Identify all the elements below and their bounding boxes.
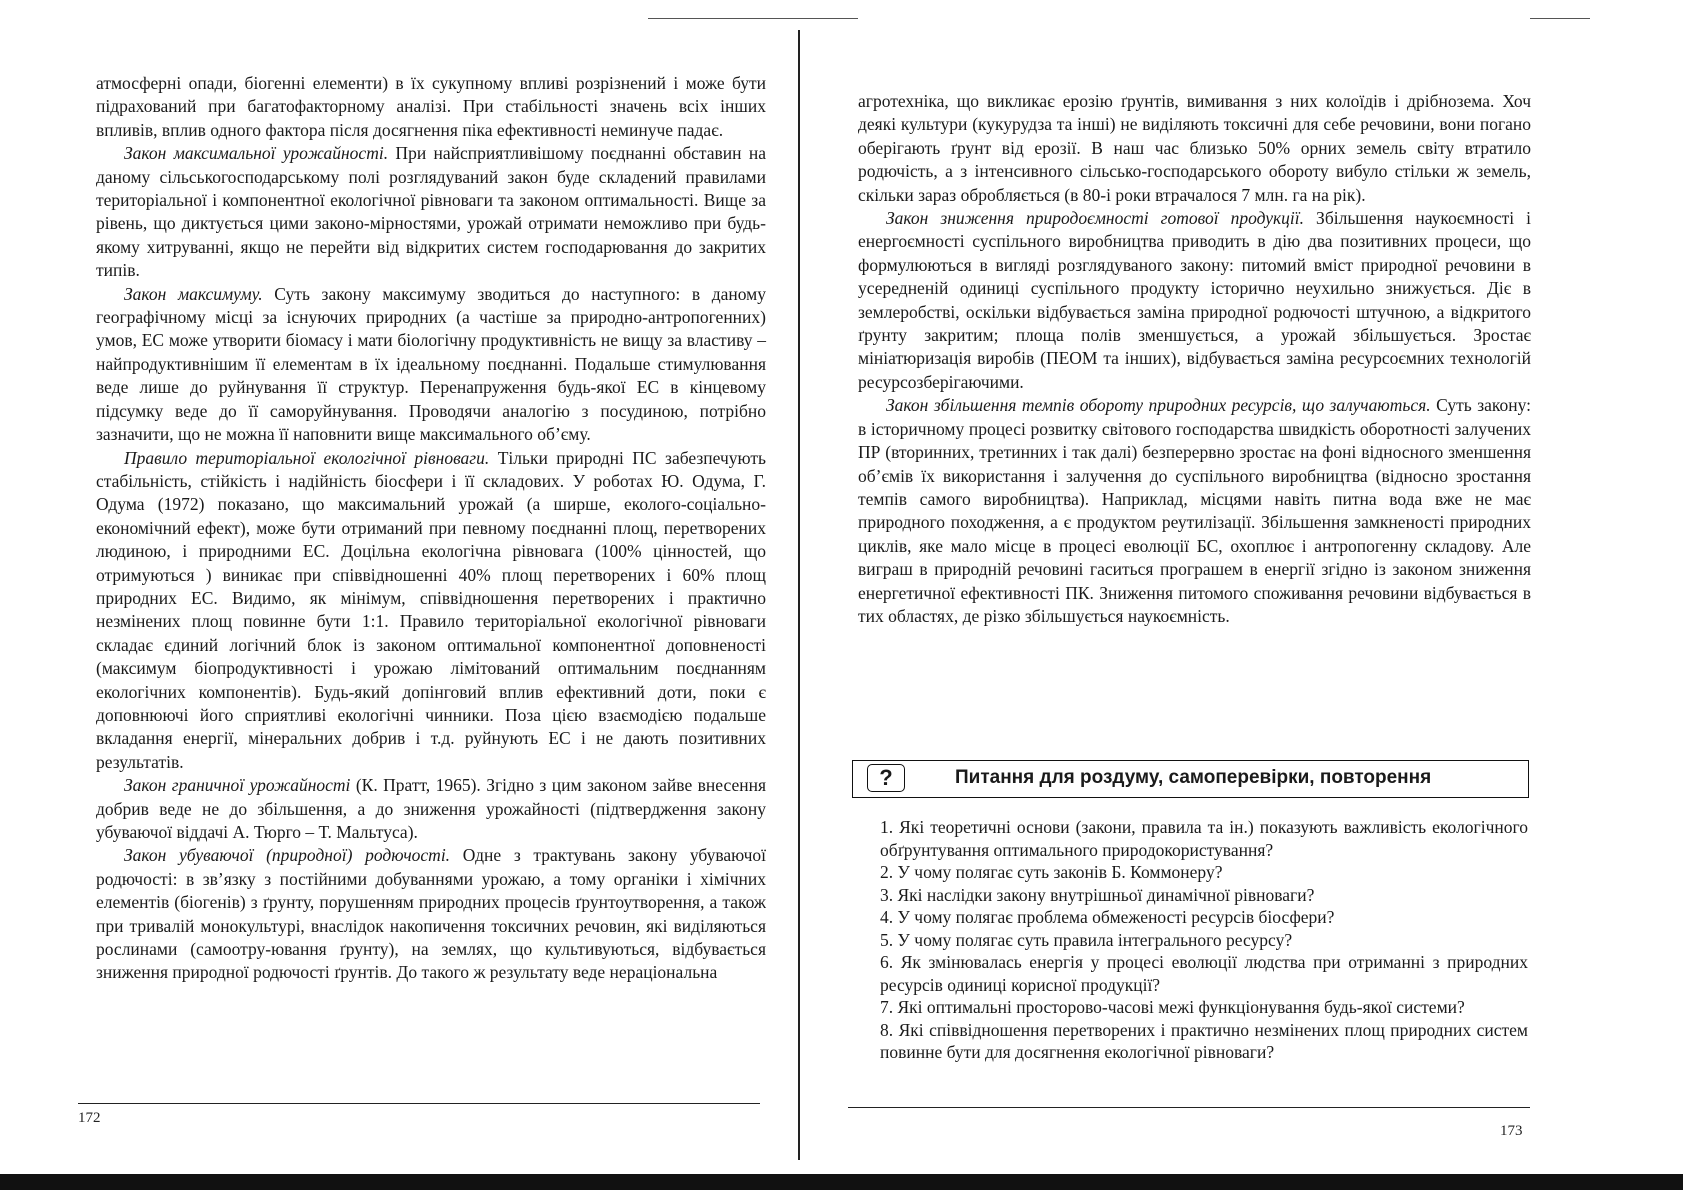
paragraph-text: Тільки природні ПС забезпечують стабільність, стійкість і надійність біосфери і її складових. У роботах Ю. Одума, Г. Одума (1972) показано, що максимальний урожай (а ширше, еколого-соціально-економічний ефект), може бути отриманий при певному поєднанні площ, перетворених людиною, і природними ЕС. Доцільна екологічна рівновага (100% цінностей, що отримуються ) виникає при співвідношенні 40% площ перетворених і 60% площ природних ЕС. Видимо, як мінімум, співвідношення перетворених і практично незмінених площ повинне бути 1:1. Правило територіальної екологічної рівноваги складає єдиний логічний блок із законом оптимальної компонентної доповненості (максимум біопродуктивності і урожаю лімітований оптимальним поєднанням екологічних компонентів). Будь-який допінговий вплив ефективний доти, поки є доповнюючі його сприятливі екологічні чинники. Поза цією взаємодією подальше вкладання енергії, мінеральних добрив і т.д. руйнують ЕС і не дають позитивних результатів. <box>96 447 766 772</box>
law-title: Закон максимуму. <box>124 283 263 304</box>
question-item: 3. Які наслідки закону внутрішньої динамічної рівноваги? <box>880 884 1315 905</box>
scan-mark <box>1530 18 1590 19</box>
questions-list <box>880 816 1528 1064</box>
law-title: Закон граничної урожайності <box>124 775 351 796</box>
paragraph-text: агротехніка, що викликає ерозію ґрунтів, вимивання з них колоїдів і дрібнозема. Хоч деякі культури (кукурудза та інші) не виділяють токсичні для себе речовини, вони погано оберігають ґрунт від ерозії. В наш час близько 50% орних земель світу втратило родючість, а з інтенсивного сільсько-господарського обороту вибуло стільки ж земель, скільки зараз обробляється (в 80-і роки втрачалося 7 млн. га на рік). <box>858 91 1531 205</box>
question-item: 4. У чому полягає проблема обмеженості ресурсів біосфери? <box>880 907 1335 927</box>
law-title: Закон збільшення темпів обороту природних ресурсів, що залучаються. <box>886 395 1431 416</box>
page-gutter <box>798 30 800 1160</box>
right-page <box>858 90 1531 628</box>
footer-rule <box>848 1107 1530 1108</box>
paragraph-text: Суть закону: в історичному процесі розвитку світового господарства швидкість оборотності залучених ПР (вторинних, третинних і так далі) безперервно зростає на фоні відносного зменшення об’ємів їх використання і залучення до суспільного виробництва (відносно зростання темпів самого виробництва). Наприклад, місцями навіть питна вода вже не має природного походження, а є продуктом реутилізації. Збільшення замкненості природних циклів, яке мало місце в процесі еволюції БС, охоплює і антропогенну складову. Але виграш в природній речовині гаситься програшем в енергії згідно із законом зниження енергетичної ефективності ПК. Зниження питомого споживання речовини відбувається в тих областях, де різко збільшується наукоємність. <box>858 395 1532 626</box>
left-paragraph-5 <box>96 774 766 844</box>
left-paragraph-1 <box>96 72 766 142</box>
left-paragraph-2 <box>96 142 766 282</box>
paragraph-text: При найсприятливішому поєднанні обставин на даному сільськогосподарському полі розглядуваний закон буде складений правилами територіальної і компонентної екологічної рівноваги та законом оптимальності. Вище за рівень, що диктується цими законо-мірностями, урожай отримати неможливо при будь-якому хитруванні, якщо не перейти від відкритих систем господарювання до закритих типів. <box>96 143 766 281</box>
paragraph-text: Збільшення наукоємності і енергоємності суспільного виробництва приводить в дію два позитивних процеси, що формулюються в вигляді розглядуваного закону: питомий вміст природної речовини в усередненій одиниці суспільного продукту історично неухильно знижується. Діє в землеробстві, оскільки відбувається заміна природної родючості штучною, а відкритого ґрунту закритим; площа полів зменшується, а урожай збільшується. Зростає мініатюризація виробів (ПЕОМ та інших), відбувається заміна ресурсоємних технологій ресурсозберігаючими. <box>858 208 1531 392</box>
paragraph-text: (К. Пратт, 1965). Згідно з цим законом зайве внесення добрив веде не до збільшення, а до зниження урожайності (підтвердження закону убуваючої віддачі А. Тюрго – Т. Мальтуса). <box>96 775 766 842</box>
left-paragraph-4 <box>96 447 766 775</box>
questions-title: Питання для роздуму, самоперевірки, повторення <box>955 767 1432 788</box>
questions-header-box <box>852 760 1529 798</box>
right-paragraph-3 <box>858 394 1531 628</box>
footer-rule <box>78 1103 760 1104</box>
question-item: 8. Які співвідношення перетворених і практично незмінених площ природних систем повинне бути для досягнення екологічної рівноваги? <box>880 1019 1528 1062</box>
right-paragraph-1 <box>858 90 1531 207</box>
paragraph-text: Суть закону максимуму зводиться до наступного: в даному географічному місці за існуючих природних (а частіше за природно-антропогенних) умов, ЕС може утворити біомасу і мати біологічну продуктивність не вищу за властиву – найпродуктивнішим її елементам в їх ідеальному поєднанні. Подальше стимулювання веде лише до руйнування її структур. Перенапруження будь-якої ЕС в кінцевому підсумку веде до її саморуйнування. Проводячи аналогію з посудиною, потрібно зазначити, що не можна її наповнити вище максимального об’єму. <box>96 283 766 445</box>
page-number-right: 173 <box>1500 1123 1523 1139</box>
law-title: Закон зниження природоємності готової продукції. <box>886 208 1305 229</box>
page-number-left: 172 <box>78 1110 101 1126</box>
question-item: 7. Які оптимальні просторово-часові межі функціонування будь-якої системи? <box>880 997 1465 1017</box>
question-item: 6. Як змінювалась енергія у процесі еволюції людства при отриманні з природних ресурсів одиниці корисної продукції? <box>880 952 1528 995</box>
left-page <box>96 72 766 985</box>
left-paragraph-3 <box>96 283 766 447</box>
law-title: Закон максимальної урожайності. <box>124 143 389 164</box>
scan-mark <box>648 18 858 19</box>
paragraph-text: атмосферні опади, біогенні елементи) в їх сукупному впливі розрізнений і може бути підрахований при багатофакторному аналізі. При стабільності значень всіх інших впливів, вплив одного фактора після досягнення піка ефективності неминуче падає. <box>96 73 766 140</box>
question-item: 5. У чому полягає суть правила інтегрального ресурсу? <box>880 929 1293 950</box>
left-paragraph-6 <box>96 844 766 984</box>
question-item: 1. Які теоретичні основи (закони, правила та ін.) показують важливість екологічного обґрунтування оптимального природокористування? <box>880 817 1528 860</box>
question-mark-icon: ? <box>867 764 905 792</box>
right-paragraph-2 <box>858 207 1531 394</box>
law-title: Закон убуваючої (природної) родючості. <box>124 845 451 866</box>
scan-border <box>0 1174 1683 1190</box>
paragraph-text: Одне з трактувань закону убуваючої родючості: в зв’язку з постійними добуваннями урожаю, а тому органіки і хімічних елементів (біогенів) з ґрунту, порушенням природних процесів ґрунтоутворення, а також при тривалій монокультурі, внаслідок накопичення токсичних речовин, які виділяються рослинами (самоотру-ювання ґрунту), на землях, що культивуються, відбувається зниження природної родючості ґрунтів. До такого ж результату веде нераціональна <box>96 845 766 983</box>
law-title: Правило територіальної екологічної рівноваги. <box>124 447 490 468</box>
question-item: 2. У чому полягає суть законів Б. Коммонеру? <box>880 862 1223 882</box>
